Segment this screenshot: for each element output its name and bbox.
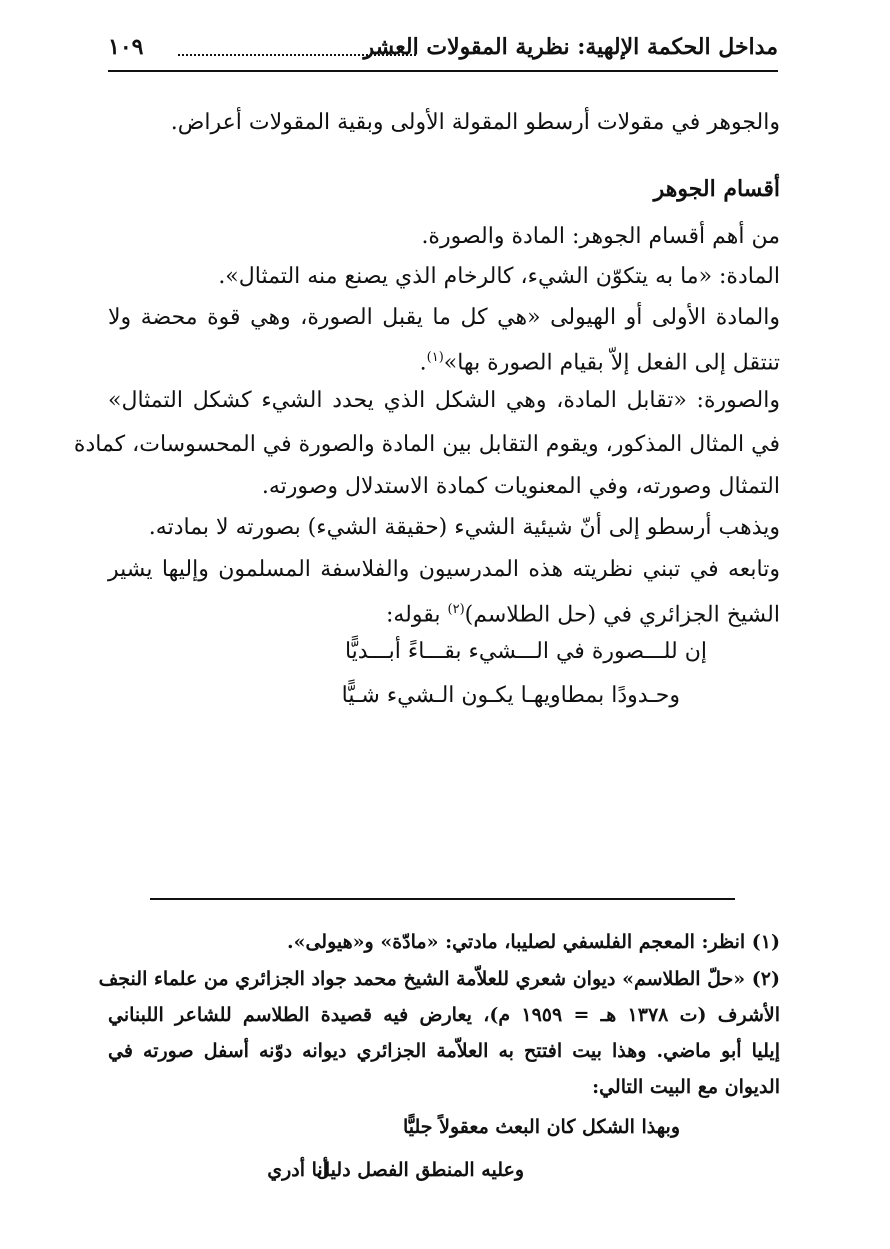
section-heading: أقسام الجوهر (653, 176, 780, 202)
header-title: مداخل الحكمة الإلهية: نظرية المقولات العشر (363, 34, 778, 60)
footnote-verse-2a: وعليه المنطق الفصل دليل (316, 1159, 524, 1181)
body-text: الشيخ الجزائري في (حل الطلاسم) (464, 602, 780, 628)
poem-verse-1: إن للـــصورة في الـــشيء بقـــاءً أبـــديًّا (344, 639, 707, 664)
body-line: والمادة الأولى أو الهيولى «هي كل ما يقبل الصورة، وهي قوة محضة ولا (108, 305, 780, 330)
footnote-ref: (١) (426, 350, 444, 365)
body-line: في المثال المذكور، ويقوم التقابل بين المادة والصورة في المحسوسات، كمادة (73, 432, 780, 457)
body-line: وتابعه في تبني نظريته هذه المدرسيون والفلاسفة المسلمون وإليها يشير (108, 557, 780, 582)
footnote-2-line: الأشرف (ت ١٣٧٨ هـ = ١٩٥٩ م)، يعارض فيه قصيدة الطلاسم للشاعر اللبناني (108, 1004, 780, 1026)
body-line: من أهم أقسام الجوهر: المادة والصورة. (421, 224, 780, 249)
footnote-verse-2b: أنا أدري (267, 1159, 328, 1181)
body-line: التمثال وصورته، وفي المعنويات كمادة الاستدلال وصورته. (261, 474, 780, 499)
running-header (108, 30, 778, 72)
footnote-2-line: الديوان مع البيت التالي: (592, 1076, 780, 1098)
footnote-2-line: (٢) «حلّ الطلاسم» ديوان شعري للعلاّمة الشيخ محمد جواد الجزائري من علماء النجف (98, 968, 780, 990)
footnote-separator (150, 898, 735, 900)
body-line: تنتقل إلى الفعل إلاّ بقيام الصورة بها»$^{(١)}$. (419, 350, 780, 376)
footnote-2-line: إيليا أبو ماضي. وهذا بيت افتتح به العلاّمة الجزائري ديوانه دوّنه أسفل صورته في (108, 1040, 780, 1062)
header-dot-leader (178, 44, 416, 56)
intro-paragraph: والجوهر في مقولات أرسطو المقولة الأولى وبقية المقولات أعراض. (170, 110, 780, 135)
footnote-verse-1: وبهذا الشكل كان البعث معقولاً جليًّا (402, 1116, 680, 1138)
poem-verse-2: وحـدودًا بمطاويهـا يكـون الـشيء شـيًّا (341, 683, 680, 708)
page-number: ١٠٩ (108, 34, 144, 60)
body-text: بقوله: (385, 602, 448, 628)
footnote-1: (١) انظر: المعجم الفلسفي لصليبا، مادتي: «مادّة» و«هيولى». (286, 931, 780, 953)
body-line: والصورة: «تقابل المادة، وهي الشكل الذي يحدد الشيء كشكل التمثال» (108, 388, 780, 413)
body-line: ويذهب أرسطو إلى أنّ شيئية الشيء (حقيقة الشيء) بصورته لا بمادته. (148, 515, 780, 540)
footnote-ref: (٢) (447, 602, 465, 617)
body-line: المادة: «ما به يتكوّن الشيء، كالرخام الذي يصنع منه التمثال». (218, 264, 780, 289)
body-text: تنتقل إلى الفعل إلاّ بقيام الصورة بها» (443, 350, 780, 376)
body-line (386, 595, 780, 630)
